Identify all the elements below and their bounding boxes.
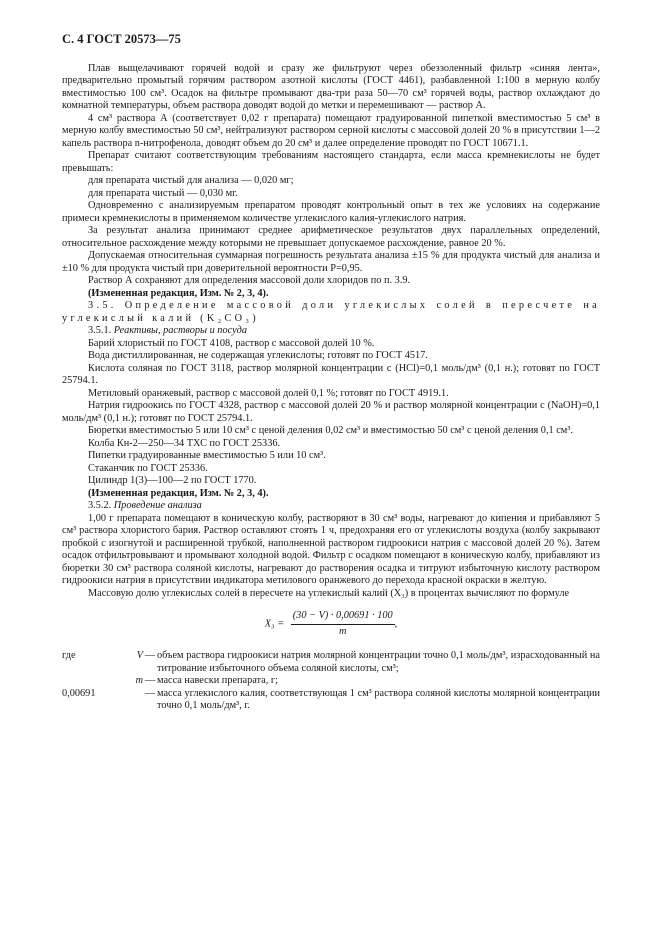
equipment-flask: Колба Кн-2—250—34 ТХС по ГОСТ 25336. — [88, 437, 281, 449]
definition-dash: — — [144, 675, 156, 686]
subsection-3-5-2 — [62, 500, 600, 513]
subsection-number: 3.5.1. — [88, 325, 112, 336]
subsection-number: 3.5.2. — [88, 500, 112, 511]
equipment-beaker: Стаканчик по ГОСТ 25336. — [88, 462, 208, 474]
paragraph-limit-analytical: для препарата чистый для анализа — 0,020 мг; — [88, 175, 294, 186]
section-heading-3-5: 3.5. Определение массовой доли углекислых солей в пересчете на углекислый калий (K₂CO₃) — [62, 300, 600, 324]
paragraph-leaching: Плав выщелачивают горячей водой и сразу же фильтруют через обеззоленный фильтр «синяя лента», предварительно промытый горячим раствором азотной кислоты (ГОСТ 4461), разбавленной 1:100 в мерную колбу вместимостью 100 см³. Осадок на фильтре промывают два-три раза 50—70 см³ горячей воды, раствор охлаждают до комнатной температуры, объем раствора доводят водой до метки и перемешивают — раствор А. — [62, 62, 600, 111]
definition-symbol: V — [136, 650, 143, 661]
paragraph-solution-a: 4 см³ раствора А (соответствует 0,02 г препарата) помещают градуированной пипеткой вместимостью 5 см³ в мерную колбу вместимостью 50 см³, нейтрализуют раствором серной кислоты с массовой долей 20 % в присутствии 1—2 капель раствора n-нитрофенола, доводят объем до 20 см³ и далее определение проводят по ГОСТ 10671.1. — [62, 112, 600, 149]
definition-text: объем раствора гидроокиси натрия молярной концентрации точно 0,1 моль/дм³, израсходованный на титрование избыточного объема соляной кислоты, см³; — [157, 650, 600, 674]
definition-dash: — — [144, 650, 156, 661]
definition-item — [62, 650, 600, 675]
definition-lead: где — [62, 650, 76, 661]
formula-lhs: X₃ = — [264, 618, 285, 630]
paragraph-limit-pure: для препарата чистый — 0,030 мг. — [88, 187, 238, 199]
page-header: С. 4 ГОСТ 20573—75 — [62, 32, 181, 46]
formula — [62, 610, 600, 638]
definition-item — [62, 675, 600, 688]
definition-text: масса углекислого калия, соответствующая 1 см³ раствора соляной кислоты молярной концентрации точно 0,1 моль/дм³, г. — [157, 687, 600, 711]
reagent-hcl: Кислота соляная по ГОСТ 3118, раствор молярной концентрации с (HCl)=0,1 моль/дм³ (0,1 н.); готовят по ГОСТ 25794.1. — [62, 362, 600, 386]
paragraph-requirements: Препарат считают соответствующим требованиям настоящего стандарта, если масса кремнекислоты не будет превышать: — [62, 150, 600, 174]
definition-lead: 0,00691 — [62, 687, 96, 699]
subsection-title: Проведение анализа — [113, 500, 202, 511]
reagent-barium: Барий хлористый по ГОСТ 4108, раствор с массовой долей 10 %. — [88, 337, 375, 349]
reagent-water: Вода дистиллированная, не содержащая углекислоты; готовят по ГОСТ 4517. — [88, 350, 428, 361]
definition-symbol: m — [135, 675, 143, 686]
paragraph-formula-intro: Массовую долю углекислых солей в пересчете на углекислый калий (X₃) в процентах вычисляют по формуле — [88, 587, 570, 599]
definition-symbol — [120, 688, 143, 713]
formula-denominator: m — [338, 625, 347, 637]
formula-trail: , — [394, 618, 398, 630]
subsection-title: Реактивы, растворы и посуда — [113, 325, 248, 336]
definition-text: масса навески препарата, г; — [157, 675, 278, 686]
formula-numerator: (30 − V) · 0,00691 · 100 — [291, 610, 395, 625]
formula-fraction — [291, 610, 395, 638]
amendment-note: (Измененная редакция, Изм. № 2, 3, 4). — [88, 287, 269, 299]
definitions-list — [62, 650, 600, 713]
reagent-methyl-orange: Метиловый оранжевый, раствор с массовой долей 0,1 %; готовят по ГОСТ 4919.1. — [88, 387, 449, 399]
definition-dash: — — [144, 687, 156, 699]
amendment-note: (Измененная редакция, Изм. № 2, 3, 4). — [88, 487, 269, 499]
paragraph-result: За результат анализа принимают среднее арифметическое результатов двух параллельных определений, относительное расхождение между которыми не превышает допускаемое расхождение, равное 20 %. — [62, 225, 600, 249]
reagent-naoh: Натрия гидроокись по ГОСТ 4328, раствор с массовой долей 20 % и раствор молярной концентрации с (NaOH)=0,1 моль/дм³ (0,1 н.); готовят по ГОСТ 25794.1. — [62, 400, 600, 424]
equipment-pipettes: Пипетки градуированные вместимостью 5 или 10 см³. — [88, 450, 326, 461]
paragraph-keep-solution: Раствор А сохраняют для определения массовой доли хлоридов по п. 3.9. — [88, 275, 411, 286]
document-page — [62, 33, 600, 713]
paragraph-procedure: 1,00 г препарата помещают в коническую колбу, растворяют в 30 см³ воды, нагревают до кипения и прибавляют 5 см³ раствора хлористого бария. Раствор оставляют стоять 1 ч, предохраняя его от углекислоты воздуха (колбу закрывают пробкой с изогнутой и расширенной трубкой, наполненной раствором гидроокиси натрия с массовой долей 20 %). Затем осадок отфильтровывают и промывают холодной водой. Фильтр с осадком помещают в коническую колбу, прибавляют из бюретки 30 см³ раствора соляной кислоты, нагревают до растворения осадка и титруют избыточную кислоту раствором гидроокиси натрия в присутствии индикатора метилового оранжевого до перехода красной окраски в желтую. — [62, 512, 600, 586]
equipment-burettes: Бюретки вместимостью 5 или 10 см³ с ценой деления 0,02 см³ и вместимостью 50 см³ с ценой деления 0,1 см³. — [88, 425, 573, 436]
paragraph-control-test: Одновременно с анализируемым препаратом проводят контрольный опыт в тех же условиях на содержание примеси кремнекислоты в применяемом количестве углекислого калия-углекислого натрия. — [62, 200, 600, 224]
equipment-cylinder: Цилиндр 1(3)—100—2 по ГОСТ 1770. — [88, 475, 257, 486]
paragraph-error: Допускаемая относительная суммарная погрешность результата анализа ±15 % для продукта чистый для анализа и ±10 % для продукта чистый при доверительной вероятности P=0,95. — [62, 250, 600, 274]
subsection-3-5-1 — [62, 325, 600, 338]
definition-lead — [62, 675, 120, 688]
definition-item — [62, 688, 600, 713]
